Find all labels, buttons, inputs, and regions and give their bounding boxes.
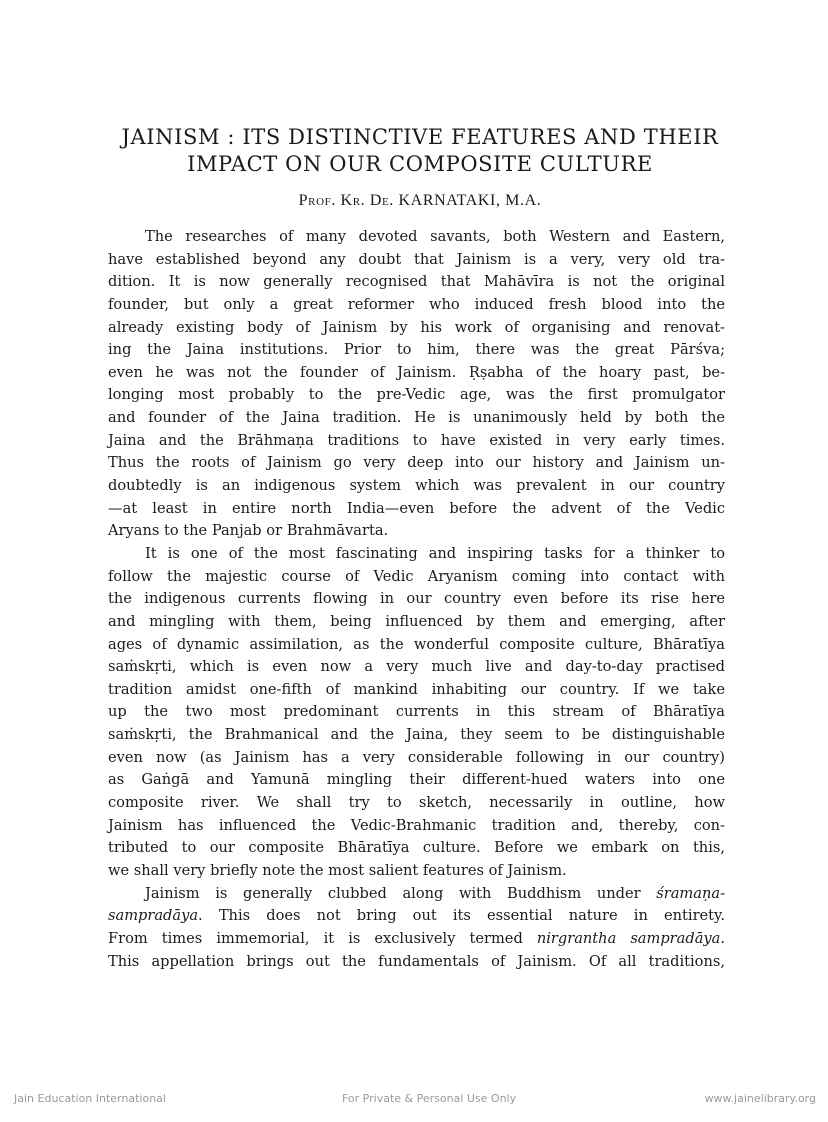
footer-center: For Private & Personal Use Only — [342, 1092, 517, 1105]
body-line: even now (as Jainism has a very considerable following in our country) — [108, 748, 725, 766]
author-prefix: Prof. Kr. De. — [298, 192, 394, 209]
body-line: It is one of the most fascinating and inspiring tasks for a thinker to — [145, 544, 725, 562]
body-line: ages of dynamic assimilation, as the wonderful composite culture, Bhāratīya — [108, 635, 725, 653]
body-line: as Gaṅgā and Yamunā mingling their different-hued waters into one — [108, 771, 725, 789]
body-line: the indigenous currents flowing in our country even before its rise here — [108, 590, 725, 608]
body-line: Jainism has influenced the Vedic-Brahmanic tradition and, thereby, con- — [108, 816, 725, 834]
body-line: and mingling with them, being influenced by them and emerging, after — [108, 612, 725, 630]
body-line-with-italic — [108, 928, 725, 951]
footer-left: Jain Education International — [14, 1092, 166, 1105]
body-line: dition. It is now generally recognised that Mahāvīra is not the original — [108, 273, 725, 291]
body-line: up the two most predominant currents in this stream of Bhāratīya — [108, 703, 725, 721]
body-line-text: . This does not bring out its essential nature in entirety. — [198, 907, 725, 925]
body-line: tradition amidst one-fifth of mankind inhabiting our country. If we take — [108, 680, 725, 698]
body-line: —at least in entire north India—even before the advent of the Vedic — [108, 499, 725, 517]
body-line: have established beyond any doubt that Jainism is a very, very old tra- — [108, 250, 725, 268]
body-line: The researches of many devoted savants, both Western and Eastern, — [145, 228, 725, 245]
body-line: follow the majestic course of Vedic Aryanism coming into contact with — [108, 567, 725, 585]
body-line-with-italic — [108, 883, 725, 906]
body-line: tributed to our composite Bhāratīya culture. Before we embark on this, — [108, 839, 725, 857]
body-line-with-italic — [108, 905, 725, 928]
body-line: and founder of the Jaina tradition. He is unanimously held by both the — [108, 409, 725, 427]
body-line-text: From times immemorial, it is exclusively termed — [108, 929, 523, 947]
footer-right: www.jainelibrary.org — [704, 1092, 816, 1105]
body-line: Aryans to the Panjab or Brahmāvarta. — [108, 522, 389, 540]
italic-term: sampradāya — [108, 907, 199, 925]
body-line: Jaina and the Brāhmaṇa traditions to have existed in very early times. — [108, 431, 725, 449]
body-line: This appellation brings out the fundamentals of Jainism. Of all traditions, — [108, 952, 725, 970]
body-line: we shall very briefly note the most salient features of Jainism. — [108, 861, 567, 879]
body-line: ing the Jaina institutions. Prior to him, there was the great Pārśva; — [108, 341, 725, 359]
body-line: saṁskṛti, the Brahmanical and the Jaina, they seem to be distinguishable — [108, 726, 725, 744]
body-line: even he was not the founder of Jainism. Ṛṣabha of the hoary past, be- — [108, 363, 725, 381]
body-line: already existing body of Jainism by his work of organising and renovat- — [108, 318, 725, 336]
body-line: saṁskṛti, which is even now a very much live and day-to-day practised — [108, 658, 725, 676]
body-line: founder, but only a great reformer who induced fresh blood into the — [108, 295, 725, 313]
body-line: doubtedly is an indigenous system which was prevalent in our country — [108, 477, 725, 495]
title-line-1: JAINISM : ITS DISTINCTIVE FEATURES AND THEIR — [121, 125, 719, 149]
italic-term: nirgrantha sampradāya. — [536, 929, 725, 947]
article-title — [100, 124, 740, 178]
title-line-2: IMPACT ON OUR COMPOSITE CULTURE — [187, 152, 653, 176]
article-body — [108, 226, 725, 973]
author-byline — [100, 192, 740, 210]
body-line: composite river. We shall try to sketch, necessarily in outline, how — [108, 794, 725, 812]
italic-term: śramaṇa- — [656, 884, 726, 902]
body-line: Thus the roots of Jainism go very deep into our history and Jainism un- — [108, 454, 725, 472]
body-line-text: Jainism is generally clubbed along with Buddhism under — [145, 884, 641, 902]
author-name: KARNATAKI, M.A. — [398, 192, 542, 209]
body-line: longing most probably to the pre-Vedic age, was the first promulgator — [108, 386, 725, 404]
